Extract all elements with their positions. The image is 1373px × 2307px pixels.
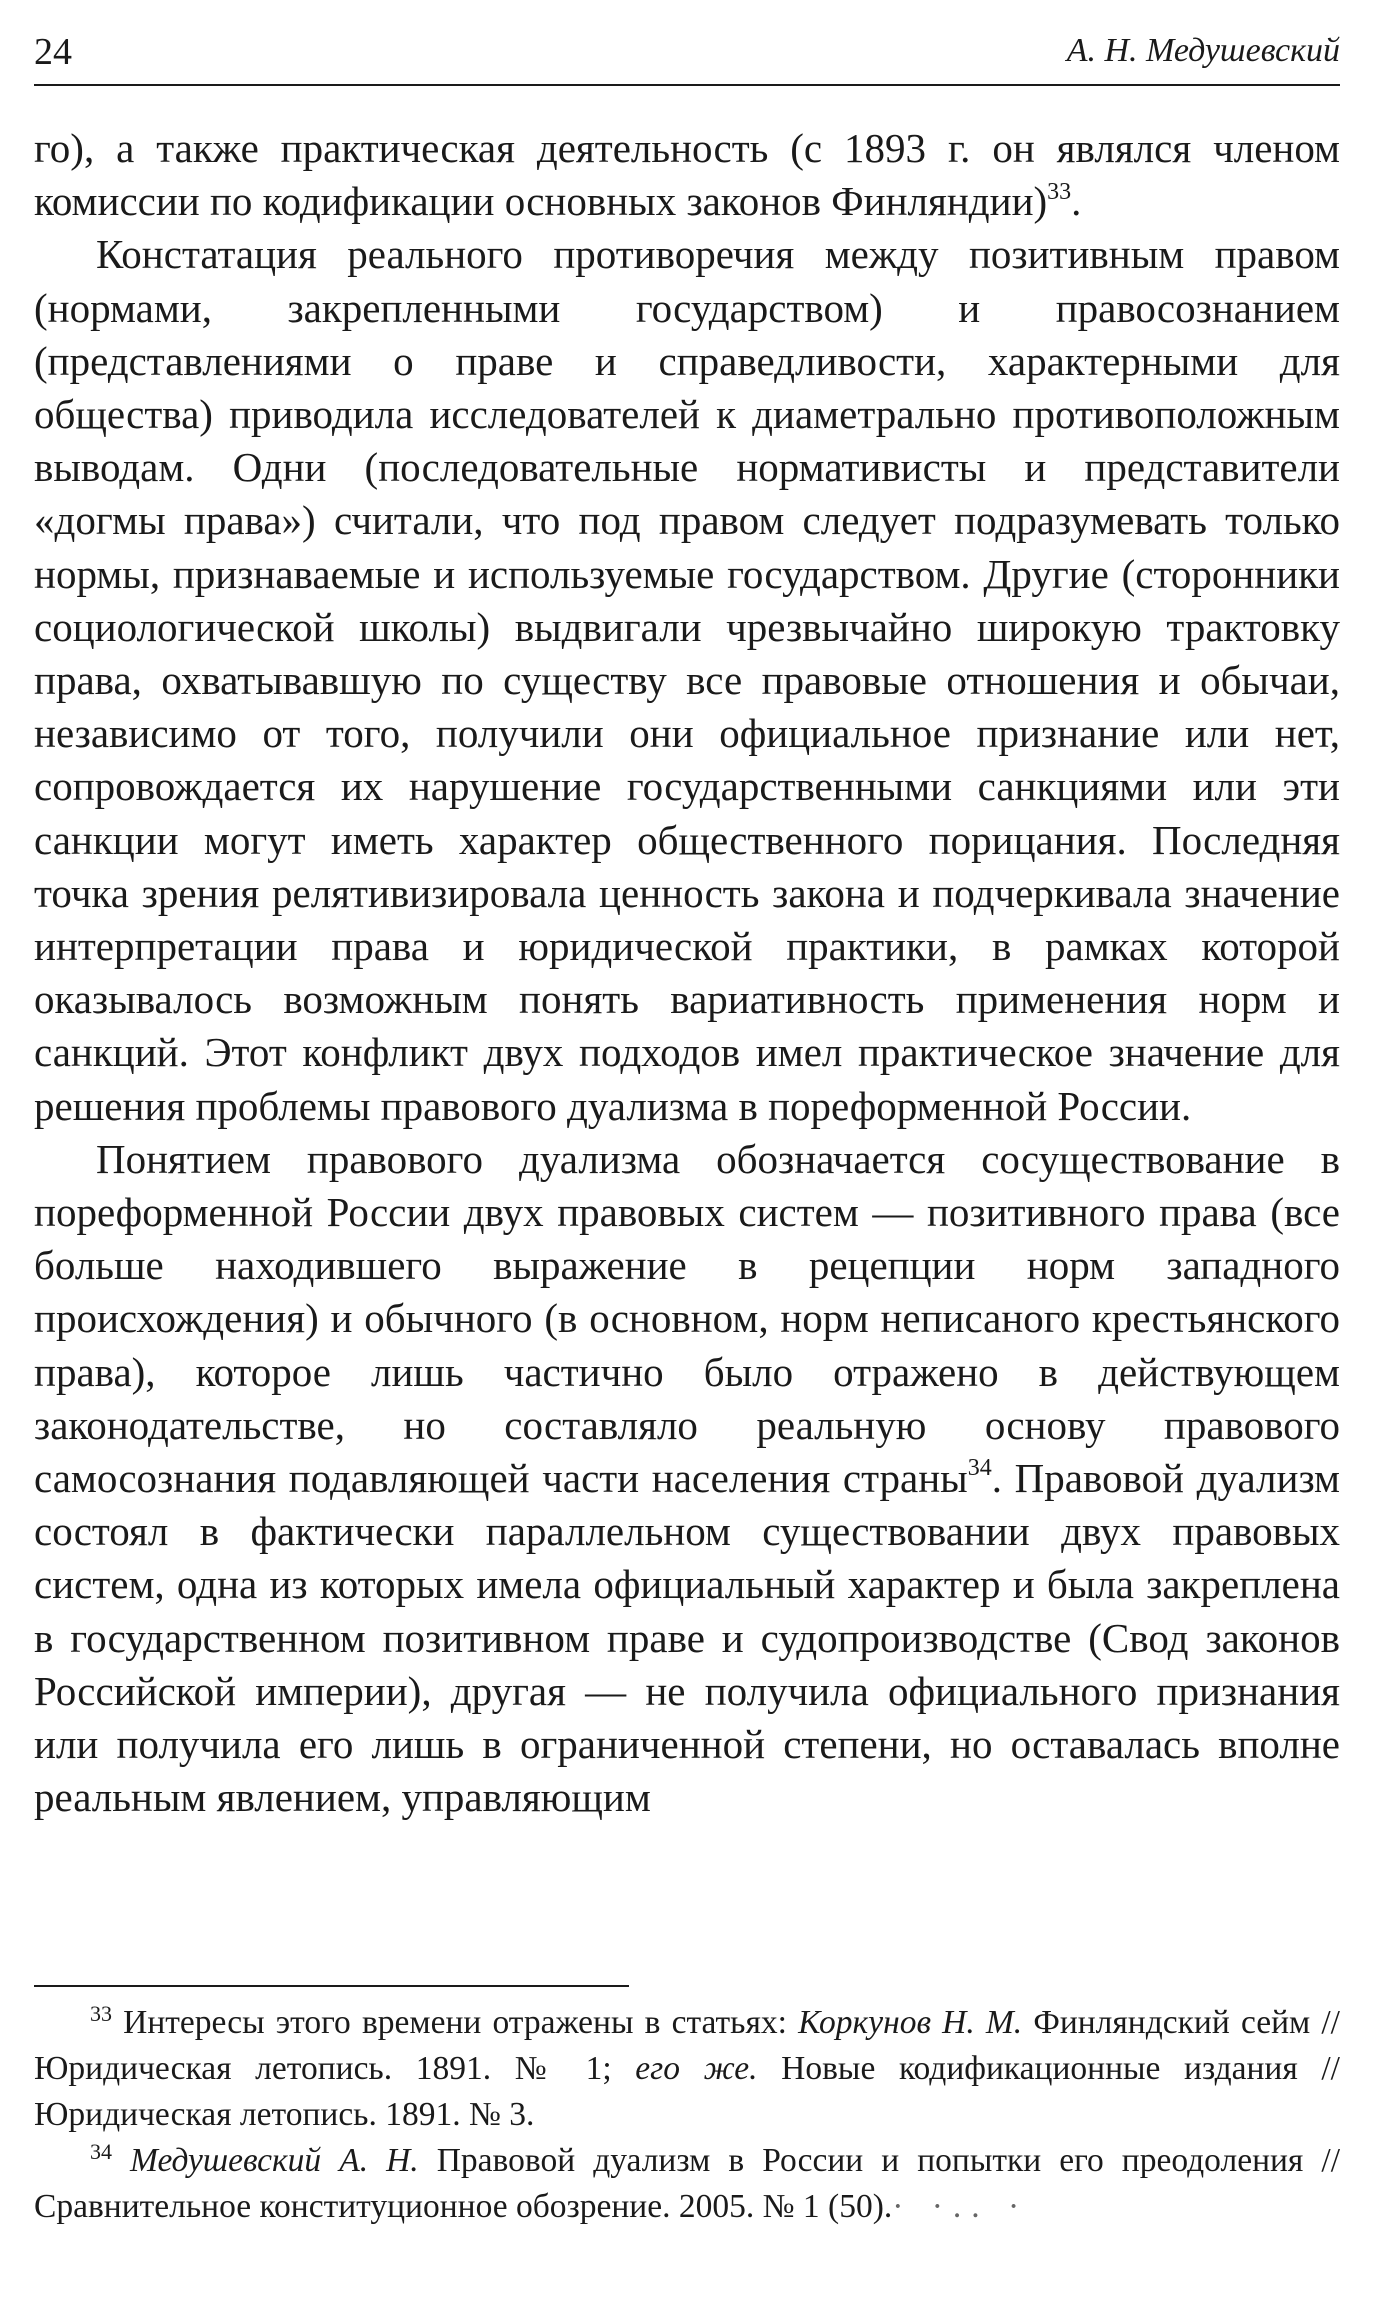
footnotes [34, 2000, 1340, 2230]
paragraph-2: Констатация реального противоречия между позитивным правом (нормами, закрепленными государством) и правосознанием (представлениями о праве и справедливости, характерными для общества) приводила исследователей к диаметрально противоположным выводам. Одни (последовательные нормативисты и представители «догмы права») считали, что под правом следует подразумевать только нормы, признаваемые и используемые государством. Другие (сторонники социологической школы) выдвигали чрезвычайно широкую трактовку права, охватывавшую по существу все правовые отношения и обычаи, независимо от того, получили они официальное признание или нет, сопровождается их нарушение государственными санкциями или эти санкции могут иметь характер общественного порицания. Последняя точка зрения релятивизировала ценность закона и подчеркивала значение интерпретации права и юридической практики, в рамках которой оказывалось возможным понять вариативность применения норм и санкций. Этот конфликт двух подходов имел практическое значение для решения проблемы правового дуализма в пореформенной России. [34, 231, 1340, 1129]
footnote-34 [34, 2138, 1340, 2230]
running-title: А. Н. Медушевский [1066, 32, 1340, 69]
page-number: 24 [34, 31, 72, 73]
paragraph-3-tail: . Правовой дуализм состоял в фактически параллельном существовании двух правовых систем, одна из которых имела официальный характер и была закреплена в государственном позитивном праве и судопроизводстве (Свод законов Российской империи), другая — не получила официального признания или получила его лишь в ограниченной степени, но оставалась вполне реальным явлением, управляющим [34, 1455, 1341, 1821]
footnote-ref-34[interactable]: 34 [967, 1455, 992, 1482]
footnote-author: Медушевский А. Н. [130, 2142, 419, 2179]
footnote-text: Финляндский сейм // Юридическая летопись. 1891. № 1; [34, 2004, 1340, 2087]
footnote-text: Новые кодификационные издания // Юридическая летопись. 1891. № 3. [34, 2050, 1340, 2133]
footnote-author: Коркунов Н. М. [798, 2004, 1023, 2041]
paragraph-1-tail: . [1071, 178, 1082, 225]
footnote-separator [34, 1985, 629, 1987]
footnote-text: Правовой дуализм в России и попытки его преодоления // Сравнительное конституционное обозрение. 2005. № 1 (50). [34, 2142, 1340, 2225]
paragraph-3-text: Понятием правового дуализма обозначается сосуществование в пореформенной России двух правовых систем — позитивного права (все больше находившего выражение в рецепции норм западного происхождения) и обычного (в основном, норм неписаного крестьянского права), которое лишь частично было отражено в действующем законодательстве, но составляло реальную основу правового самосознания подавляющей части населения страны [34, 1135, 1340, 1502]
footnote-text: Интересы этого времени отражены в статьях: [123, 2004, 799, 2041]
main-text [34, 122, 1340, 1825]
paragraph-1-text: го), а также практическая деятельность (с 1893 г. он являлся членом комиссии по кодификации основных законов Финляндии) [34, 125, 1340, 225]
footnote-33 [34, 2000, 1340, 2138]
footnote-author-ibid: его же. [635, 2050, 758, 2087]
page-header [34, 22, 1340, 86]
scan-marks: · ·.. · [892, 2188, 1030, 2225]
footnote-number: 33 [90, 2000, 112, 2026]
header-rule [34, 84, 1340, 86]
footnote-ref-33[interactable]: 33 [1047, 178, 1072, 205]
paragraph-1 [34, 122, 1340, 228]
paragraph-3 [34, 1133, 1340, 1825]
footnote-number: 34 [90, 2138, 112, 2164]
